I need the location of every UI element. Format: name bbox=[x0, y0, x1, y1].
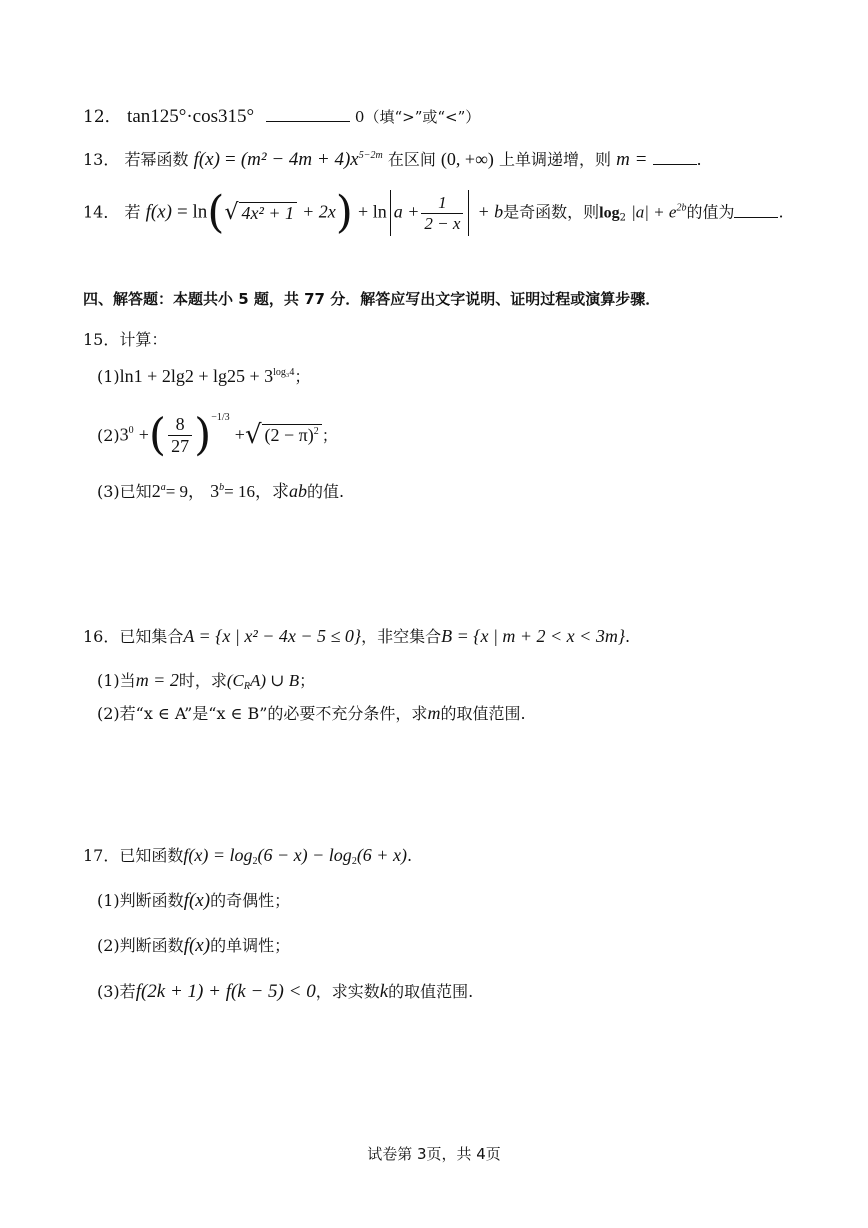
equation: = 9， bbox=[165, 482, 206, 501]
abs-bar-left bbox=[390, 190, 391, 236]
a-plus: a + bbox=[393, 201, 420, 222]
period: . bbox=[625, 627, 631, 646]
question-text: 在区间 bbox=[387, 150, 436, 169]
equation: = 16，求 bbox=[224, 482, 289, 501]
exponent: 2 bbox=[313, 426, 319, 438]
question-text: ，求实数 bbox=[315, 982, 380, 1001]
abs-a-plus-e: |a| + e bbox=[631, 202, 677, 222]
fraction-numerator: 1 bbox=[421, 193, 463, 214]
exponent: 2b bbox=[676, 202, 687, 214]
question-15 bbox=[83, 330, 167, 349]
question-16-part-1 bbox=[97, 670, 315, 693]
question-text: 时，求 bbox=[178, 671, 227, 690]
question-text: 的取值范围. bbox=[440, 704, 526, 723]
set-b: B = {x | m + 2 < x < 3m} bbox=[441, 626, 626, 646]
question-number: 16． bbox=[83, 627, 120, 646]
fraction-numerator: 8 bbox=[168, 414, 192, 436]
question-text: 已知函数 bbox=[119, 846, 184, 865]
question-17 bbox=[83, 845, 412, 868]
variable-x: x bbox=[350, 149, 359, 170]
math-expression: tan125°·cos315° bbox=[127, 106, 255, 127]
interval: (0, +∞) bbox=[440, 149, 494, 169]
fraction-denominator: 27 bbox=[171, 436, 190, 456]
log-symbol: log bbox=[599, 204, 620, 222]
semicolon: ； bbox=[294, 367, 311, 386]
question-text: 计算： bbox=[119, 330, 168, 349]
sqrt-inner: (2 − π) bbox=[264, 425, 314, 446]
subscript-r: R bbox=[243, 681, 250, 692]
fraction-denominator: 2 − x bbox=[424, 213, 461, 233]
part-label: (3) bbox=[97, 482, 120, 501]
question-15-part-1 bbox=[97, 366, 310, 388]
function-definition-cont: (6 − x) − log bbox=[257, 845, 352, 865]
plus: + bbox=[138, 424, 149, 445]
base-3: 3 bbox=[119, 424, 129, 445]
plus-ln: + ln bbox=[358, 201, 387, 222]
question-text: 的奇偶性； bbox=[210, 891, 291, 910]
variable-k: k bbox=[379, 981, 389, 1002]
semicolon: ； bbox=[299, 671, 316, 690]
page-footer: 试卷第 3页，共 4页 bbox=[367, 1145, 501, 1163]
question-text: 若 bbox=[124, 202, 141, 222]
base-expression: (m² − 4m + 4) bbox=[240, 149, 351, 170]
fraction bbox=[168, 414, 192, 456]
variable-m: m = bbox=[616, 149, 648, 170]
question-15-part-2 bbox=[97, 409, 338, 468]
question-number: 14． bbox=[83, 202, 120, 222]
plus-2x: + 2x bbox=[302, 201, 336, 222]
question-text: 的单调性； bbox=[210, 936, 291, 955]
question-text: 判断函数 bbox=[119, 891, 184, 910]
exponent: a bbox=[160, 482, 166, 493]
exponent: 0 bbox=[128, 425, 134, 436]
part-label: (2) bbox=[97, 425, 120, 445]
set-a: A = {x | x² − 4x − 5 ≤ 0} bbox=[183, 626, 362, 646]
plus: + bbox=[234, 424, 245, 445]
complement-expression: (C bbox=[226, 671, 244, 690]
question-number: 13． bbox=[83, 150, 120, 169]
m-equals-2: m = 2 bbox=[135, 670, 179, 690]
question-text: 判断函数 bbox=[119, 936, 184, 955]
equals-sign: = bbox=[225, 149, 236, 170]
question-text: 上单调递增，则 bbox=[499, 150, 612, 169]
question-text: 的值. bbox=[306, 482, 345, 501]
part-label: (1) bbox=[97, 671, 120, 690]
question-text: ，非空集合 bbox=[361, 627, 442, 646]
base-3: 3 bbox=[210, 481, 220, 501]
question-text: 若“x ∈ A”是“x ∈ B”的必要不充分条件，求 bbox=[119, 704, 428, 723]
question-text: 的取值范围. bbox=[388, 982, 474, 1001]
question-number: 17． bbox=[83, 846, 120, 865]
sqrt-sign: √ bbox=[224, 199, 239, 225]
log-base: 2 bbox=[351, 856, 357, 867]
question-text: 当 bbox=[119, 671, 136, 690]
question-number: 15． bbox=[83, 330, 120, 349]
answer-blank[interactable] bbox=[653, 163, 697, 165]
question-number: 12． bbox=[83, 107, 122, 127]
part-label: (2) bbox=[97, 704, 120, 723]
sqrt-content: 4x² + 1 bbox=[239, 202, 298, 225]
part-label: (1) bbox=[97, 367, 120, 386]
function-definition-end: (6 + x) bbox=[356, 845, 407, 865]
exponent: b bbox=[219, 482, 225, 493]
part-label: (3) bbox=[97, 982, 120, 1001]
question-14 bbox=[83, 187, 784, 238]
right-paren: ) bbox=[194, 409, 212, 461]
period: . bbox=[778, 202, 784, 222]
left-paren: ( bbox=[148, 409, 167, 461]
question-text: 0（填“>”或“<”） bbox=[354, 108, 481, 126]
function-definition: f(x) = log bbox=[183, 845, 253, 865]
math-expression: ln1 + 2lg2 + lg25 + 3 bbox=[119, 366, 274, 386]
function-symbol: f(x) bbox=[183, 935, 211, 956]
log-base: 2 bbox=[619, 212, 626, 224]
complement-expression-rest: A) ∪ B bbox=[249, 671, 300, 690]
question-15-part-3 bbox=[97, 481, 344, 503]
fraction bbox=[421, 193, 463, 233]
ln-symbol: = ln bbox=[177, 201, 208, 223]
log-base: 2 bbox=[252, 856, 258, 867]
right-paren: ) bbox=[335, 187, 353, 238]
exponent: 5−2m bbox=[358, 150, 383, 161]
question-13 bbox=[83, 149, 702, 172]
question-text: 已知集合 bbox=[119, 627, 184, 646]
answer-blank[interactable] bbox=[734, 216, 778, 218]
question-text: 若幂函数 bbox=[124, 150, 189, 169]
function-symbol: f(x) bbox=[193, 149, 220, 170]
exponent: log₃4 bbox=[273, 367, 295, 378]
sqrt-content bbox=[262, 424, 322, 447]
exponent: −1/3 bbox=[211, 412, 230, 423]
plus-b: + b bbox=[477, 201, 504, 222]
question-16 bbox=[83, 626, 630, 648]
base-2: 2 bbox=[151, 481, 161, 501]
question-text: 若 bbox=[119, 982, 136, 1001]
inequality: f(2k + 1) + f(k − 5) < 0 bbox=[135, 981, 316, 1002]
variable-m: m bbox=[427, 703, 441, 723]
question-text: 是奇函数，则 bbox=[503, 202, 600, 222]
question-12 bbox=[83, 106, 480, 129]
function-symbol: f(x) bbox=[183, 890, 211, 911]
period: . bbox=[696, 150, 702, 169]
sqrt-sign: √ bbox=[244, 419, 262, 450]
period: . bbox=[406, 846, 413, 865]
abs-bar-right bbox=[468, 190, 469, 236]
variable-ab: ab bbox=[288, 481, 307, 501]
part-label: (1) bbox=[97, 891, 120, 910]
question-17-part-2 bbox=[97, 935, 290, 958]
question-17-part-1 bbox=[97, 890, 290, 913]
semicolon: ； bbox=[321, 425, 338, 445]
answer-blank[interactable] bbox=[266, 120, 350, 122]
question-17-part-3 bbox=[97, 981, 473, 1004]
function-symbol: f(x) bbox=[145, 201, 172, 223]
question-text: 已知 bbox=[119, 482, 152, 501]
question-16-part-2 bbox=[97, 703, 526, 725]
part-label: (2) bbox=[97, 936, 120, 955]
question-text: 的值为 bbox=[686, 202, 735, 222]
section-heading: 四、解答题：本题共小 5 题，共 77 分．解答应写出文字说明、证明过程或演算步骤． bbox=[83, 290, 661, 308]
left-paren: ( bbox=[207, 187, 225, 238]
